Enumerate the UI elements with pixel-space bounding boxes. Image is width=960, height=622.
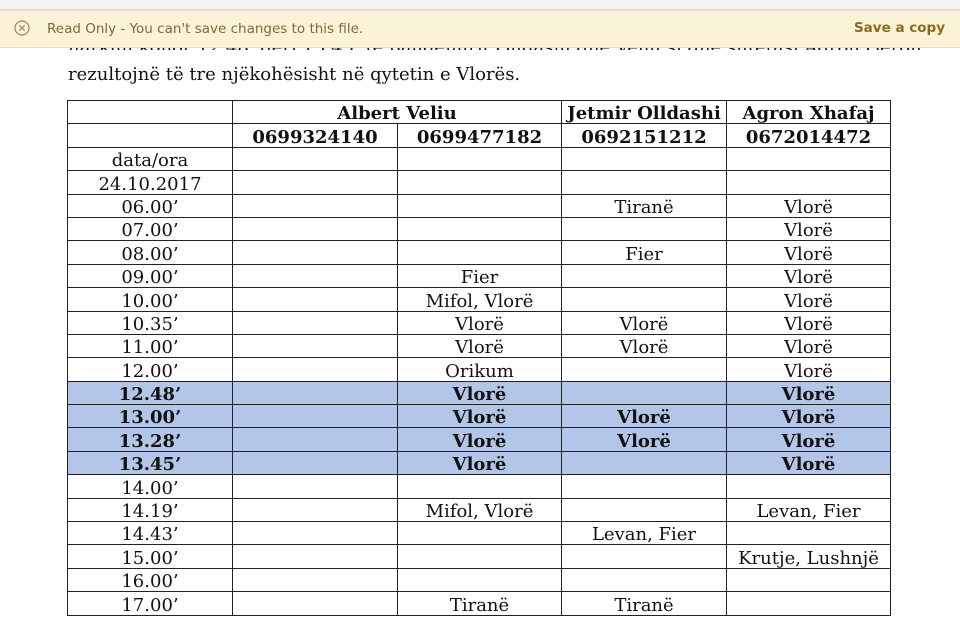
time-cell: data/ora bbox=[68, 147, 233, 170]
read-only-message: Read Only - You can't save changes to this file. bbox=[47, 21, 364, 37]
location-cell bbox=[233, 405, 398, 428]
location-cell bbox=[562, 381, 727, 404]
location-cell bbox=[562, 498, 727, 521]
location-cell bbox=[233, 147, 398, 170]
location-cell bbox=[233, 194, 398, 217]
location-cell: Vlorë bbox=[727, 405, 891, 428]
table-row bbox=[68, 334, 891, 357]
location-cell bbox=[233, 264, 398, 287]
location-cell bbox=[562, 171, 727, 194]
location-cell bbox=[562, 264, 727, 287]
location-cell bbox=[233, 592, 398, 615]
location-cell: Vlorë bbox=[562, 311, 727, 334]
time-cell: 07.00’ bbox=[68, 217, 233, 240]
time-cell: 10.35’ bbox=[68, 311, 233, 334]
location-cell: Mifol, Vlorë bbox=[398, 498, 562, 521]
table-row bbox=[68, 241, 891, 264]
location-cell bbox=[398, 568, 562, 591]
table-row bbox=[68, 311, 891, 334]
location-cell: Vlorë bbox=[727, 217, 891, 240]
table-row bbox=[68, 522, 891, 545]
location-cell: Vlorë bbox=[398, 381, 562, 404]
location-cell bbox=[727, 568, 891, 591]
location-cell bbox=[398, 171, 562, 194]
location-cell bbox=[233, 498, 398, 521]
table-row bbox=[68, 545, 891, 568]
location-cell: Vlorë bbox=[398, 428, 562, 451]
table-row bbox=[68, 288, 891, 311]
location-cell: Vlorë bbox=[398, 334, 562, 357]
table-row bbox=[68, 428, 891, 451]
location-cell bbox=[398, 475, 562, 498]
time-cell: 13.28’ bbox=[68, 428, 233, 451]
time-cell: 10.00’ bbox=[68, 288, 233, 311]
location-cell: Vlorë bbox=[727, 428, 891, 451]
location-cell bbox=[562, 358, 727, 381]
header-agron-xhafaj: Agron Xhafaj bbox=[727, 101, 891, 124]
location-cell: Vlorë bbox=[727, 451, 891, 474]
location-cell: Vlorë bbox=[727, 358, 891, 381]
location-cell: Krutje, Lushnjë bbox=[727, 545, 891, 568]
table-row bbox=[68, 592, 891, 615]
location-cell bbox=[562, 217, 727, 240]
location-cell bbox=[233, 358, 398, 381]
location-cell bbox=[233, 381, 398, 404]
time-cell: 14.43’ bbox=[68, 522, 233, 545]
time-cell: 24.10.2017 bbox=[68, 171, 233, 194]
header-albert-veliu: Albert Veliu bbox=[233, 101, 562, 124]
location-cell bbox=[233, 475, 398, 498]
table-row bbox=[68, 358, 891, 381]
location-cell: Vlorë bbox=[727, 334, 891, 357]
location-cell: Vlorë bbox=[727, 381, 891, 404]
time-cell: 14.19’ bbox=[68, 498, 233, 521]
location-cell: Vlorë bbox=[398, 311, 562, 334]
table-row bbox=[68, 147, 891, 170]
time-cell: 08.00’ bbox=[68, 241, 233, 264]
table-row bbox=[68, 451, 891, 474]
location-cell bbox=[562, 568, 727, 591]
location-cell: Orikum bbox=[398, 358, 562, 381]
header-empty bbox=[68, 101, 233, 124]
location-cell bbox=[233, 311, 398, 334]
time-cell: 06.00’ bbox=[68, 194, 233, 217]
time-cell: 14.00’ bbox=[68, 475, 233, 498]
location-cell bbox=[233, 522, 398, 545]
time-cell: 12.00’ bbox=[68, 358, 233, 381]
location-cell bbox=[398, 147, 562, 170]
location-cell bbox=[398, 241, 562, 264]
location-cell bbox=[233, 288, 398, 311]
location-cell: Vlorë bbox=[727, 311, 891, 334]
table-row bbox=[68, 568, 891, 591]
header-empty bbox=[68, 124, 233, 147]
location-cell bbox=[398, 522, 562, 545]
read-only-banner bbox=[0, 10, 960, 48]
table-row bbox=[68, 194, 891, 217]
location-cell: Levan, Fier bbox=[562, 522, 727, 545]
location-cell: Fier bbox=[398, 264, 562, 287]
location-cell bbox=[398, 194, 562, 217]
table-row bbox=[68, 264, 891, 287]
location-cell bbox=[233, 545, 398, 568]
time-cell: 12.48’ bbox=[68, 381, 233, 404]
location-cell bbox=[233, 428, 398, 451]
save-a-copy-button[interactable]: Save a copy bbox=[853, 20, 945, 36]
phone-number: 0692151212 bbox=[562, 124, 727, 147]
close-circle-icon bbox=[14, 20, 30, 36]
location-cell bbox=[727, 475, 891, 498]
location-cell bbox=[727, 592, 891, 615]
time-cell: 13.00’ bbox=[68, 405, 233, 428]
table-row bbox=[68, 381, 891, 404]
location-cell bbox=[398, 217, 562, 240]
location-cell: Vlorë bbox=[727, 241, 891, 264]
location-cell bbox=[727, 147, 891, 170]
time-cell: 09.00’ bbox=[68, 264, 233, 287]
location-cell: Vlorë bbox=[727, 264, 891, 287]
location-cell: Tiranë bbox=[562, 194, 727, 217]
time-cell: 17.00’ bbox=[68, 592, 233, 615]
table-header-phones bbox=[68, 124, 891, 147]
table-row bbox=[68, 475, 891, 498]
time-cell: 15.00’ bbox=[68, 545, 233, 568]
location-cell bbox=[727, 522, 891, 545]
location-cell: Vlorë bbox=[562, 428, 727, 451]
location-cell: Mifol, Vlorë bbox=[398, 288, 562, 311]
table-row bbox=[68, 217, 891, 240]
window-top-strip bbox=[0, 0, 960, 10]
location-cell bbox=[562, 451, 727, 474]
table-row bbox=[68, 498, 891, 521]
table-row bbox=[68, 405, 891, 428]
location-cell: Vlorë bbox=[562, 334, 727, 357]
time-cell: 13.45’ bbox=[68, 451, 233, 474]
location-cell: Tiranë bbox=[562, 592, 727, 615]
location-cell: Vlorë bbox=[398, 451, 562, 474]
location-cell: Tiranë bbox=[398, 592, 562, 615]
header-jetmir-olldashi: Jetmir Olldashi bbox=[562, 101, 727, 124]
phone-number: 0672014472 bbox=[727, 124, 891, 147]
location-cell: Levan, Fier bbox=[727, 498, 891, 521]
paragraph-line-2: rezultojnë të tre njëkohësisht në qytetin e Vlorës. bbox=[68, 64, 521, 85]
location-cell bbox=[233, 217, 398, 240]
location-cell bbox=[233, 451, 398, 474]
table-header-names bbox=[68, 101, 891, 124]
location-cell bbox=[398, 545, 562, 568]
location-cell: Vlorë bbox=[727, 288, 891, 311]
location-cell bbox=[562, 147, 727, 170]
location-cell bbox=[562, 475, 727, 498]
location-cell bbox=[562, 288, 727, 311]
time-cell: 16.00’ bbox=[68, 568, 233, 591]
location-cell bbox=[233, 241, 398, 264]
location-cell: Vlorë bbox=[398, 405, 562, 428]
location-cell bbox=[727, 171, 891, 194]
table-body bbox=[68, 147, 891, 615]
location-cell bbox=[233, 334, 398, 357]
location-cell bbox=[562, 545, 727, 568]
location-cell bbox=[233, 568, 398, 591]
phone-number: 0699477182 bbox=[398, 124, 562, 147]
table-row bbox=[68, 171, 891, 194]
location-cell bbox=[233, 171, 398, 194]
time-cell: 11.00’ bbox=[68, 334, 233, 357]
location-cell: Vlorë bbox=[562, 405, 727, 428]
phone-number: 0699324140 bbox=[233, 124, 398, 147]
location-cell: Vlorë bbox=[727, 194, 891, 217]
location-table bbox=[67, 100, 891, 616]
location-cell: Fier bbox=[562, 241, 727, 264]
